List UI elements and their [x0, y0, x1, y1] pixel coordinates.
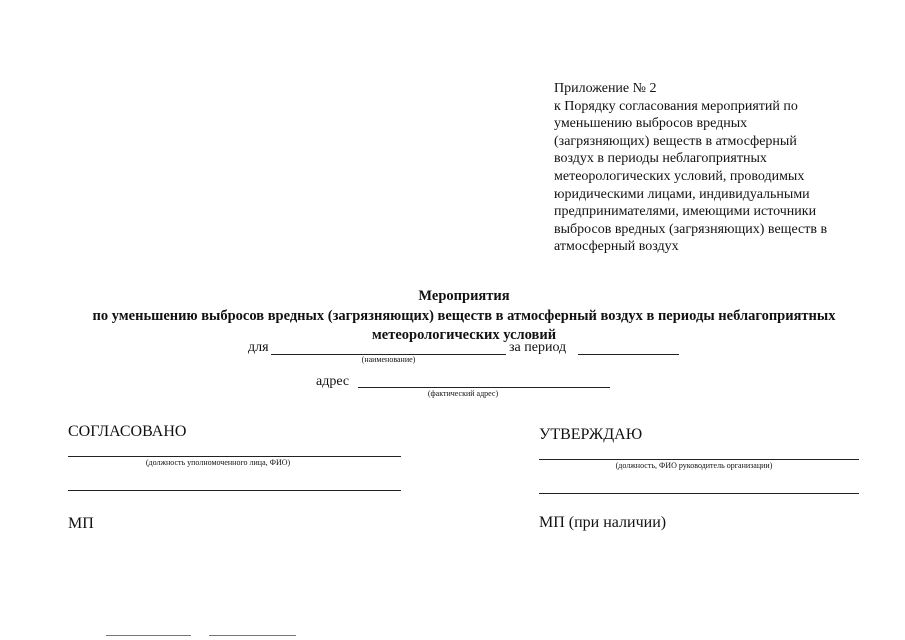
appendix-line: (загрязняющих) веществ в атмосферный	[554, 133, 797, 149]
appendix-line: атмосферный воздух	[554, 239, 679, 255]
address-field[interactable]	[358, 387, 610, 388]
stamp-place-right: МП (при наличии)	[539, 514, 667, 531]
appendix-line: воздух в периоды неблагоприятных	[554, 151, 767, 167]
address-label: адрес	[316, 374, 350, 389]
appendix-line: уменьшению выбросов вредных	[554, 116, 748, 132]
appendix-line: Приложение № 2	[554, 81, 657, 96]
appendix-line: метеорологических условий, проводимых	[554, 168, 805, 184]
official-second-line[interactable]	[68, 490, 401, 491]
for-label: для	[248, 340, 269, 355]
director-signature-line[interactable]	[539, 459, 859, 460]
document-title	[40, 287, 888, 346]
title-line-1: Мероприятия	[418, 288, 510, 304]
name-caption: (наименование)	[361, 355, 416, 364]
address-caption: (фактический адрес)	[427, 389, 499, 398]
title-line-2: по уменьшению выбросов вредных (загрязняющих) веществ в атмосферный воздух в периоды неблагоприятных	[92, 307, 836, 324]
period-field[interactable]	[578, 354, 679, 355]
appendix-line: к Порядку согласования мероприятий по	[554, 98, 798, 114]
director-second-line[interactable]	[539, 493, 859, 494]
appendix-line: юридическими лицами, индивидуальными	[554, 186, 810, 202]
official-signature-line[interactable]	[68, 456, 401, 457]
stamp-place-left: МП	[68, 515, 94, 532]
title-line-3: метеорологических условий	[371, 327, 557, 343]
scan-artifact-line	[106, 635, 191, 636]
official-caption: (должность уполномоченного лица, ФИО)	[145, 458, 291, 467]
appendix-line: выбросов вредных (загрязняющих) веществ в	[554, 221, 828, 237]
period-label: за период	[509, 340, 567, 355]
scan-artifact-line	[209, 635, 296, 636]
approve-heading: УТВЕРЖДАЮ	[539, 426, 643, 443]
appendix-line: предпринимателями, имеющими источники	[554, 204, 817, 220]
director-caption: (должность, ФИО руководитель организации)	[615, 461, 773, 470]
appendix-note	[554, 80, 874, 256]
approved-by-heading: СОГЛАСОВАНО	[68, 423, 187, 440]
